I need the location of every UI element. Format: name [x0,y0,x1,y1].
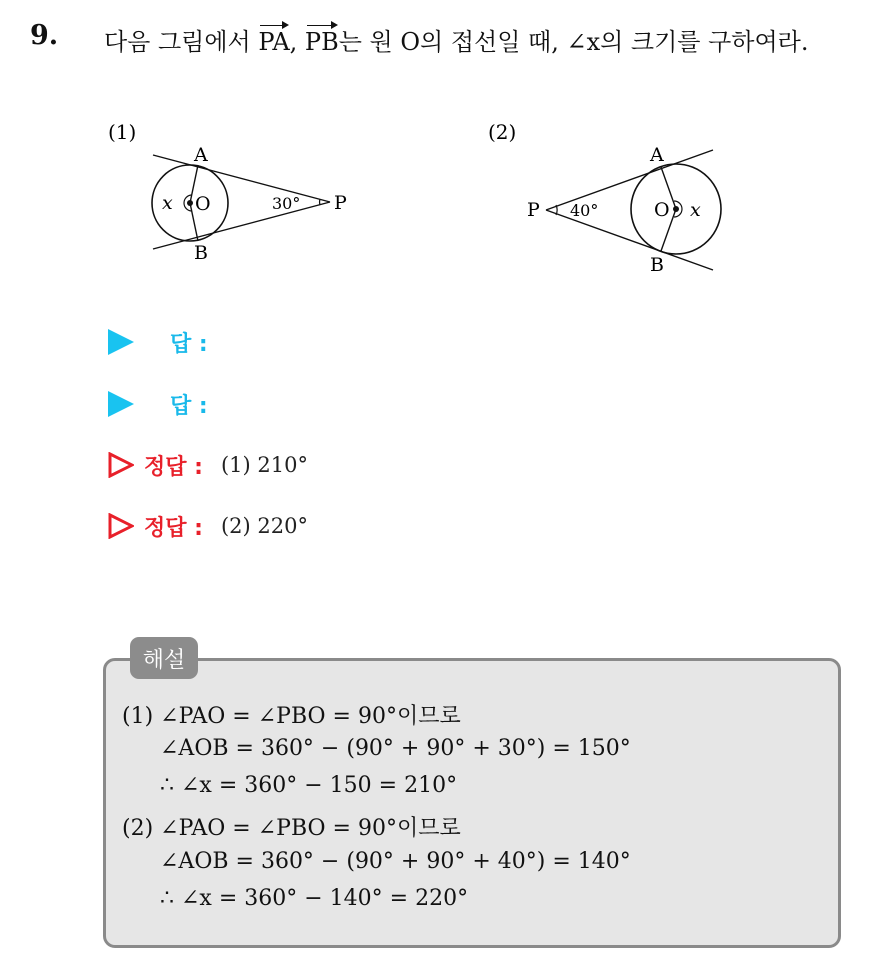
answer-row-2[interactable] [108,388,208,420]
figure-1-point-o: O [195,193,211,215]
correct-row-2 [108,510,308,542]
figure-1-label: (1) [108,120,137,144]
figure-2-point-b: B [650,254,664,276]
figure-1-center-dot [187,200,193,206]
solution-line-3: ∴ ∠x = 360° − 150 = 210° [160,773,458,798]
solution-line-2: ∠AOB = 360° − (90° + 90° + 30°) = 150° [160,736,631,761]
figure-2-x-label: x [690,199,701,221]
figure-2-point-a: A [650,144,664,166]
answer-row-1[interactable] [108,326,208,358]
answer-arrow-icon [108,391,134,417]
figure-1-point-p: P [334,192,347,214]
answer-label: 답 : [170,393,208,419]
solution-tag: 해설 [130,637,198,679]
question-text-before: 다음 그림에서 [104,28,259,56]
question-number: 9. [30,20,59,51]
question-sep: , [289,28,305,56]
figure-1-angle-label: 30° [272,194,301,213]
figure-1 [100,115,380,275]
solution-line-6: ∴ ∠x = 360° − 140° = 220° [160,886,469,911]
figure-2-angle-label: 40° [570,201,599,220]
figure-2-center-dot [673,206,679,212]
question-text [104,22,808,57]
vector-pb: PB [304,28,339,56]
figure-2-label: (2) [488,120,517,144]
correct-value: (2) 220° [220,514,308,538]
correct-label: 정답 : [144,454,203,480]
figure-2-angle-p-arc [556,205,557,215]
outline-triangle-icon [108,513,134,539]
vector-pa: PA [258,28,290,56]
answer-arrow-icon [108,329,134,355]
figure-1-tangent-a [153,155,330,202]
answer-label: 답 : [170,331,208,357]
solution-line-1: (1) ∠PAO = ∠PBO = 90°이므로 [122,704,461,729]
solution-line-5: ∠AOB = 360° − (90° + 90° + 40°) = 140° [160,849,631,874]
figure-2-point-p: P [527,199,540,221]
figure-1-tangent-b [153,202,330,249]
question-text-after: 는 원 O의 접선일 때, ∠x의 크기를 구하여라. [338,28,809,56]
figure-1-point-a: A [194,144,208,166]
figure-1-point-b: B [194,242,208,264]
correct-label: 정답 : [144,515,203,541]
correct-value: (1) 210° [220,453,308,477]
figure-1-x-label: x [162,192,173,214]
figure-2 [480,115,740,280]
figure-2-point-o: O [654,199,670,221]
outline-triangle-icon [108,452,134,478]
solution-line-4: (2) ∠PAO = ∠PBO = 90°이므로 [122,816,461,841]
correct-row-1 [108,449,308,481]
